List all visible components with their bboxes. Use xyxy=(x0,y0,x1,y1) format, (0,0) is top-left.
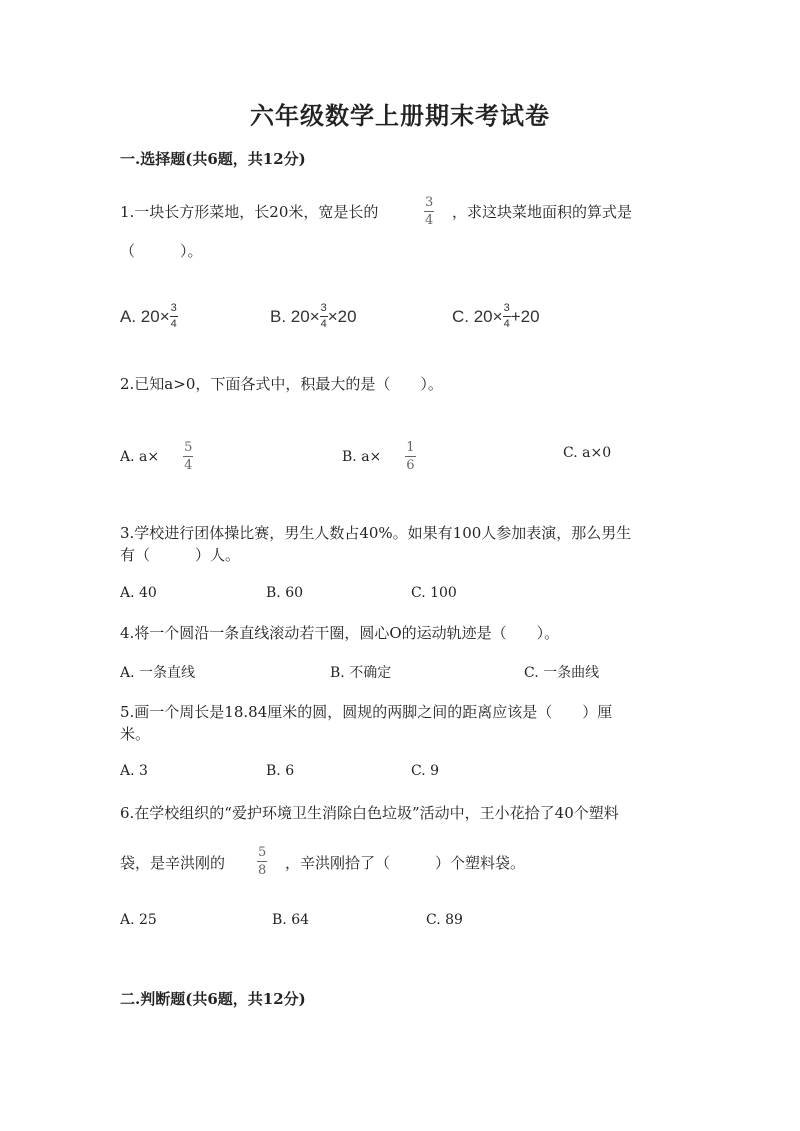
page-title: 六年级数学上册期末考试卷 xyxy=(250,101,550,130)
question-6-text-a: 袋，是辛洪刚的 xyxy=(120,854,226,872)
question-3-text-line1: 3.学校进行团体操比赛，男生人数占40%。如果有100人参加表演，那么男生 xyxy=(120,524,632,542)
question-4-option-b[interactable]: B. 不确定 xyxy=(330,665,392,681)
option-prefix: C. 20× xyxy=(452,306,503,326)
question-6-option-b[interactable]: B. 64 xyxy=(272,912,310,928)
question-1-option-a[interactable] xyxy=(120,303,178,330)
question-3-option-c[interactable]: C. 100 xyxy=(411,585,457,601)
option-fraction xyxy=(183,441,193,472)
fraction-bar xyxy=(424,211,434,212)
section-heading-judgment: 二.判断题(共6题，共12分) xyxy=(120,990,306,1008)
fraction-bar xyxy=(257,861,267,862)
question-5-text-line2: 米。 xyxy=(120,725,151,743)
question-4-option-a[interactable]: A. 一条直线 xyxy=(120,665,196,681)
question-6-text-line1: 6.在学校组织的“爱护环境卫生消除白色垃圾”活动中，王小花拾了40个塑料 xyxy=(120,804,619,822)
fraction-bar xyxy=(170,316,178,317)
question-4-option-c[interactable]: C. 一条曲线 xyxy=(524,665,600,681)
question-1-option-c[interactable] xyxy=(452,303,540,330)
fraction-denominator: 4 xyxy=(425,213,434,228)
question-2-option-a[interactable] xyxy=(120,441,193,472)
option-fraction xyxy=(503,303,511,330)
question-3-option-a[interactable]: A. 40 xyxy=(120,585,157,601)
fraction-numerator: 1 xyxy=(406,440,415,455)
fraction-numerator: 5 xyxy=(258,845,267,860)
fraction-denominator: 8 xyxy=(258,863,267,878)
fraction-bar xyxy=(320,316,328,317)
option-fraction xyxy=(405,441,415,472)
option-suffix: +20 xyxy=(510,306,540,326)
question-6-fraction xyxy=(257,846,267,877)
fraction-numerator: 3 xyxy=(503,302,510,314)
option-fraction xyxy=(170,303,178,330)
question-1-text-b: ，求这块菜地面积的算式是 xyxy=(452,203,633,221)
question-4-text: 4.将一个圆沿一条直线滚动若干圈，圆心O的运动轨迹是（ ）。 xyxy=(120,624,560,642)
fraction-denominator: 4 xyxy=(503,318,510,330)
option-suffix: ×20 xyxy=(327,306,357,326)
question-1-text-a: 1.一块长方形菜地，长20米，宽是长的 xyxy=(120,203,379,221)
question-2-option-c[interactable]: C. a×0 xyxy=(563,445,612,461)
option-fraction xyxy=(320,303,328,330)
question-6-option-a[interactable]: A. 25 xyxy=(120,912,157,928)
question-1-fraction xyxy=(424,196,434,227)
fraction-numerator: 5 xyxy=(184,440,193,455)
fraction-numerator: 3 xyxy=(425,195,434,210)
question-6-text-b: ，辛洪刚拾了（ ）个塑料袋。 xyxy=(285,854,526,872)
fraction-numerator: 3 xyxy=(170,302,177,314)
question-2-text: 2.已知a>0，下面各式中，积最大的是（ ）。 xyxy=(120,375,443,393)
fraction-bar xyxy=(405,456,415,457)
fraction-denominator: 4 xyxy=(170,318,177,330)
question-1-option-b[interactable] xyxy=(270,303,357,330)
question-1-blank: （ ）。 xyxy=(120,242,203,260)
fraction-denominator: 4 xyxy=(184,458,193,473)
option-prefix: B. 20× xyxy=(270,306,320,326)
option-prefix: A. 20× xyxy=(120,306,170,326)
question-2-option-b[interactable] xyxy=(342,441,416,472)
option-prefix: B. a× xyxy=(342,448,382,465)
fraction-numerator: 3 xyxy=(320,302,327,314)
fraction-denominator: 4 xyxy=(320,318,327,330)
question-5-option-b[interactable]: B. 6 xyxy=(266,763,295,779)
question-5-text-line1: 5.画一个周长是18.84厘米的圆，圆规的两脚之间的距离应该是（ ）厘 xyxy=(120,703,613,721)
question-3-text-line2: 有（ ）人。 xyxy=(120,546,241,564)
question-5-option-c[interactable]: C. 9 xyxy=(411,763,440,779)
section-heading-choice: 一.选择题(共6题，共12分) xyxy=(120,150,306,168)
question-5-option-a[interactable]: A. 3 xyxy=(120,763,148,779)
fraction-denominator: 6 xyxy=(406,458,415,473)
fraction-bar xyxy=(183,456,193,457)
option-prefix: A. a× xyxy=(120,448,160,465)
fraction-bar xyxy=(503,316,511,317)
question-3-option-b[interactable]: B. 60 xyxy=(266,585,304,601)
question-6-option-c[interactable]: C. 89 xyxy=(426,912,463,928)
